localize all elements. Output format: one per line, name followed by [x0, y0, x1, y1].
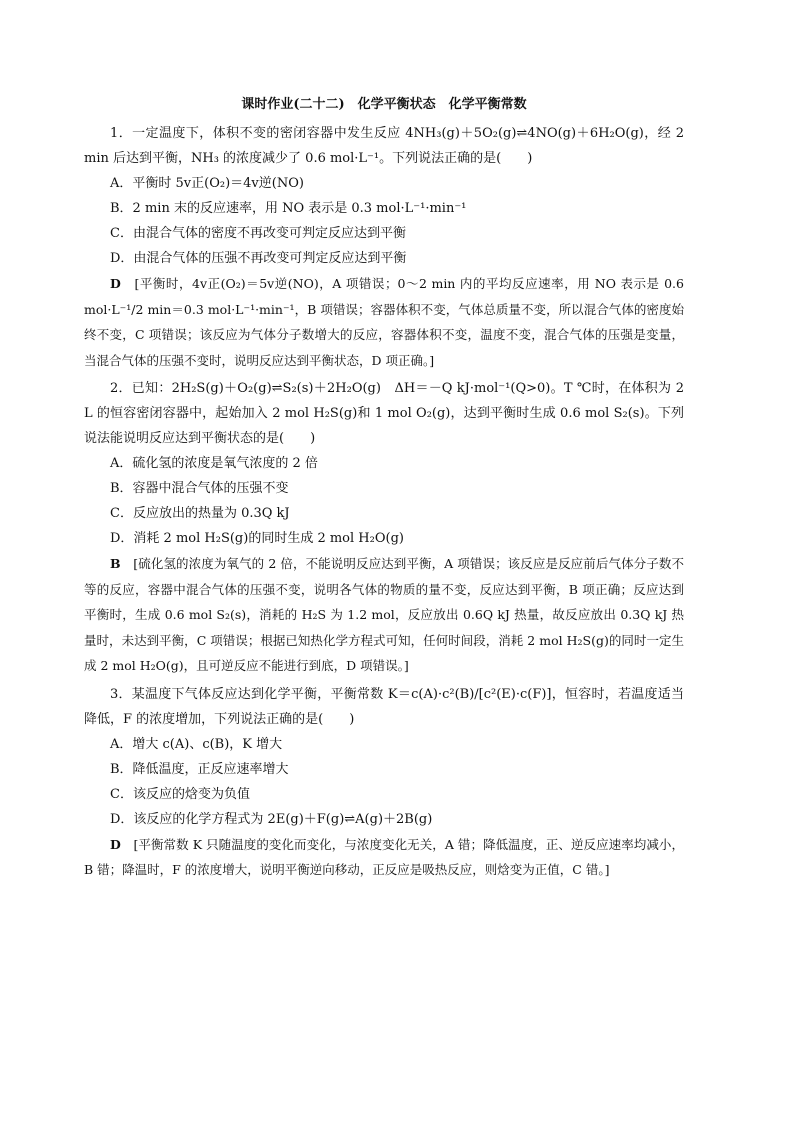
question-3-option-a: A．增大 c(A)、c(B)，K 增大	[110, 736, 283, 752]
question-2	[84, 376, 684, 679]
question-3-explanation: [平衡常数 K 只随温度的变化而变化，与浓度变化无关，A 错；降低温度，正、逆反应速率均减小，B 错；降温时，F 的浓度增大，说明平衡逆向移动，正反应是吸热反应，则焓变为正值，C 错。]	[84, 836, 684, 877]
question-1-answer-key: D	[110, 276, 121, 291]
document-page	[84, 92, 684, 886]
question-1-option-c: C．由混合气体的密度不再改变可判定反应达到平衡	[110, 226, 406, 241]
question-2-explanation: [硫化氢的浓度为氧气的 2 倍，不能说明反应达到平衡，A 项错误；该反应是反应前后气体分子数不等的反应，容器中混合气体的压强不变，说明各气体的物质的量不变，反应达到平衡，B 项正确；反应达到平衡时，生成 0.6 mol S₂(s)，消耗的 H₂S 为 1.2 mol，反应放出 0.6Q kJ 热量，故反应放出 0.3Q kJ 热量时，未达到平衡，C 项错误；根据已知热化学方程式可知，任何时间段，消耗 2 mol H₂S(g)的同时一定生成 2 mol H₂O(g)，且可逆反应不能进行到底，D 项错误。]	[84, 556, 684, 673]
question-3-answer-key: D	[110, 836, 121, 852]
question-1-answer	[84, 271, 684, 373]
question-3-option-b: B．降低温度，正反应速率增大	[110, 761, 289, 777]
question-3	[84, 682, 684, 883]
question-2-option-b: B．容器中混合气体的压强不变	[110, 481, 289, 496]
question-2-answer-key: B	[110, 556, 121, 571]
question-1	[84, 121, 684, 373]
question-2-option-a: A．硫化氢的浓度是氧气浓度的 2 倍	[110, 456, 318, 471]
question-2-option-d: D．消耗 2 mol H₂S(g)的同时生成 2 mol H₂O(g)	[110, 531, 404, 546]
page-title: 课时作业(二十二) 化学平衡状态 化学平衡常数	[241, 97, 527, 112]
question-3-option-c: C．该反应的焓变为负值	[110, 786, 250, 802]
question-1-explanation: [平衡时，4v正(O₂)＝5v逆(NO)，A 项错误；0～2 min 内的平均反应速率，用 NO 表示是 0.6 mol·L⁻¹/2 min＝0.3 mol·L⁻¹·min⁻¹，B 项错误；容器体积不变，气体总质量不变，所以混合气体的密度始终不变，C 项错误；该反应为气体分子数增大的反应，容器体积不变，温度不变，混合气体的压强是变量，当混合气体的压强不变时，说明反应达到平衡状态，D 项正确。]	[84, 276, 684, 368]
question-1-option-a: A．平衡时 5v正(O₂)＝4v逆(NO)	[110, 176, 304, 191]
question-1-stem: 1．一定温度下，体积不变的密闭容器中发生反应 4NH₃(g)＋5O₂(g)⇌4NO(g)＋6H₂O(g)，经 2 min 后达到平衡，NH₃ 的浓度减少了 0.6 mol·L⁻¹。下列说法正确的是( )	[84, 126, 684, 166]
question-2-stem: 2．已知：2H₂S(g)＋O₂(g)⇌S₂(s)＋2H₂O(g) ΔH＝－Q kJ·mol⁻¹(Q>0)。T ℃时，在体积为 2 L 的恒容密闭容器中，起始加入 2 mol H₂S(g)和 1 mol O₂(g)，达到平衡时生成 0.6 mol S₂(s)。下列说法能说明反应达到平衡状态的是( )	[84, 381, 684, 446]
question-2-option-c: C．反应放出的热量为 0.3Q kJ	[110, 506, 290, 521]
question-1-option-b: B．2 min 末的反应速率，用 NO 表示是 0.3 mol·L⁻¹·min⁻¹	[110, 201, 467, 216]
question-3-option-d: D．该反应的化学方程式为 2E(g)＋F(g)⇌A(g)＋2B(g)	[110, 811, 433, 827]
question-2-answer	[84, 551, 684, 679]
question-3-answer	[84, 832, 684, 883]
question-1-option-d: D．由混合气体的压强不再改变可判定反应达到平衡	[110, 251, 407, 266]
question-3-stem: 3．某温度下气体反应达到化学平衡，平衡常数 K＝c(A)·c²(B)/[c²(E)·c(F)]，恒容时，若温度适当降低，F 的浓度增加，下列说法正确的是( )	[84, 686, 684, 727]
